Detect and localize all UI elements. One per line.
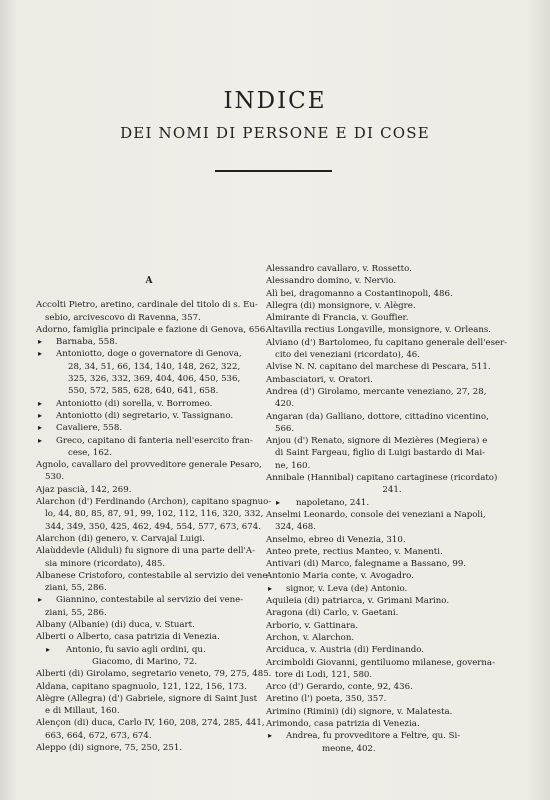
index-line-text: 663, 664, 672, 673, 674.: [45, 730, 152, 741]
ditto-arrow-icon: ▸: [276, 497, 281, 507]
index-line: [36, 607, 262, 619]
index-line: [36, 717, 265, 729]
index-line: [266, 447, 518, 459]
index-line-text: napoletano, 241.: [296, 497, 370, 508]
index-line: [36, 336, 262, 348]
index-line-text: Arborio, v. Gattinara.: [266, 620, 359, 631]
ditto-arrow-icon: ▸: [38, 337, 43, 347]
index-line-text: Aretino (l') poeta, 350, 357.: [266, 694, 387, 705]
index-line: [266, 288, 518, 300]
index-line-text: Alarchon (di) genero, v. Carvajal Luigi.: [36, 533, 205, 544]
index-line-text: Alviano (d') Bartolomeo, fu capitano generale dell'eser-: [266, 337, 508, 348]
index-line: [36, 619, 262, 631]
index-line-text: 241.: [382, 485, 402, 496]
index-line-text: Aleppo (di) signore, 75, 250, 251.: [36, 742, 183, 753]
index-line: [36, 644, 262, 656]
index-line-text: 550, 572, 585, 628, 640, 641, 658.: [68, 386, 219, 397]
index-line-text: 566.: [275, 423, 295, 434]
index-line: [266, 337, 518, 349]
index-line: [266, 324, 518, 336]
index-line-text: ne, 160.: [275, 460, 311, 471]
index-line: [266, 312, 518, 324]
index-line: [266, 632, 518, 644]
index-line-text: Barnaba, 558.: [56, 337, 118, 348]
index-line: [36, 398, 262, 410]
index-line: [36, 312, 262, 324]
index-line-text: cito dei veneziani (ricordato), 46.: [275, 350, 421, 361]
index-line-text: signor, v. Leva (de) Antonio.: [286, 583, 408, 594]
index-line-text: Antonio, fu savio agli ordini, qu.: [66, 644, 206, 655]
index-column-left: [36, 263, 272, 754]
index-line-text: 325, 326, 332, 369, 404, 406, 450, 536,: [68, 374, 241, 385]
index-line: [266, 730, 518, 742]
ditto-arrow-icon: ▸: [38, 423, 43, 433]
index-line-text: Allegra (di) monsignore, v. Alègre.: [266, 300, 416, 311]
index-line-text: Arimino (Rimini) (di) signore, v. Malatesta.: [266, 706, 453, 717]
index-line: [36, 299, 262, 311]
index-line: [36, 422, 262, 434]
index-line: [36, 385, 262, 397]
index-line-text: Antoniotto (di) sorella, v. Borromeo.: [56, 398, 213, 409]
index-line: [36, 521, 262, 533]
index-line: [266, 644, 518, 656]
index-line: [266, 607, 518, 619]
index-line: [266, 509, 518, 521]
index-line: [266, 693, 518, 705]
index-line-text: Aquileia (di) patriarca, v. Grimani Marino.: [266, 596, 450, 607]
index-line: [266, 386, 518, 398]
index-line-text: Andrea (d') Girolamo, mercante veneziano, 27, 28,: [266, 386, 487, 397]
index-line-text: Annibale (Hannibal) capitano cartaginese (ricordato): [266, 473, 498, 484]
index-line: [36, 594, 262, 606]
index-line: [36, 558, 262, 570]
index-line-text: Alessandro cavallaro, v. Rossetto.: [266, 264, 412, 274]
index-line-text: 28, 34, 51, 66, 134, 140, 148, 262, 322,: [68, 361, 241, 372]
index-line-text: e di Millaut, 160.: [45, 706, 120, 717]
index-line: [36, 656, 262, 668]
index-line: [266, 558, 518, 570]
index-line-text: Antoniotto (di) segretario, v. Tassignano.: [56, 410, 234, 421]
index-line: [36, 447, 262, 459]
index-line-text: Alessandro domino, v. Nervio.: [266, 276, 397, 287]
index-line: [266, 349, 518, 361]
ditto-arrow-icon: ▸: [38, 398, 43, 408]
section-letter: A: [145, 276, 153, 286]
index-line: [266, 472, 518, 484]
index-line: [36, 348, 262, 360]
ditto-arrow-icon: ▸: [38, 410, 43, 420]
index-line-text: Ajaz pascià, 142, 269.: [36, 484, 132, 495]
ditto-arrow-icon: ▸: [268, 731, 273, 741]
index-line-text: Alègre (Allegra) (d') Gabriele, signore di Saint Just: [36, 693, 258, 704]
index-line: [266, 411, 518, 423]
index-line-text: Ambasciatori, v. Oratori.: [266, 374, 373, 385]
index-line-text: Altavilla rectius Longaville, monsignore, v. Orleans.: [266, 325, 492, 336]
index-line: [266, 521, 518, 533]
index-line: [266, 595, 518, 607]
index-line: [36, 508, 262, 520]
index-line-text: Arciduca, v. Austria (di) Ferdinando.: [266, 645, 424, 656]
index-line-text: Angaran (da) Galliano, dottore, cittadino vicentino,: [266, 411, 489, 422]
page-subtitle: DEI NOMI DI PERSONE E DI COSE: [120, 124, 430, 142]
index-line: [36, 459, 262, 471]
index-line-text: Anselmi Leonardo, console dei veneziani a Napoli,: [266, 509, 486, 520]
index-line: [36, 435, 262, 447]
index-line: [266, 300, 518, 312]
index-line-text: Andrea, fu provveditore a Feltre, qu. Si-: [286, 731, 461, 742]
index-line-text: Alberti o Alberto, casa patrizia di Venezia.: [36, 632, 220, 643]
index-line-text: ziani, 55, 286.: [45, 607, 107, 618]
index-line-text: Albany (Albanie) (di) duca, v. Stuart.: [36, 620, 195, 631]
index-line-text: Alberti (di) Girolamo, segretario veneto, 79, 275, 485.: [36, 669, 272, 680]
index-line-text: Accolti Pietro, aretino, cardinale del titolo di s. Eu-: [36, 300, 258, 311]
index-line-text: Arcimboldi Giovanni, gentiluomo milanese, governa-: [266, 657, 495, 668]
index-line-text: Anteo prete, rectius Manteo, v. Manenti.: [266, 546, 443, 557]
index-line: [36, 582, 262, 594]
index-line: [36, 631, 262, 643]
index-line-text: sia minore (ricordato), 485.: [45, 558, 166, 569]
index-line: [36, 496, 272, 508]
index-line: [266, 398, 518, 410]
index-line: [36, 681, 262, 693]
index-line: [36, 361, 262, 373]
index-line-text: Alaùddevle (Aliduli) fu signore di una parte dell'A-: [36, 546, 256, 557]
index-line-text: Agnolo, cavallaro del provveditore generale Pesaro,: [36, 460, 262, 471]
index-line-text: Anselmo, ebreo di Venezia, 310.: [266, 534, 406, 545]
index-line-text: Almirante di Francia, v. Gouffier.: [266, 313, 409, 324]
index-line: [266, 423, 518, 435]
index-line: [36, 410, 262, 422]
index-line-text: Giannino, contestabile al servizio dei vene-: [56, 595, 244, 606]
index-entries-right: [266, 263, 518, 755]
index-line: [36, 705, 262, 717]
index-line: [266, 669, 518, 681]
index-line-text: di Saint Fargeau, figlio di Luigi bastardo di Mai-: [275, 448, 486, 459]
index-line-text: Aldana, capitano spagnuolo, 121, 122, 156, 173.: [36, 681, 247, 692]
index-line-text: Adorno, famiglia principale e fazione di Genova, 656.: [36, 324, 269, 335]
index-line-text: 530.: [45, 472, 65, 483]
index-line-text: 344, 349, 350, 425, 462, 494, 554, 577, 673, 674.: [45, 521, 261, 532]
index-line-text: Albanese Cristoforo, contestabile al servizio dei vene-: [36, 570, 271, 581]
index-line: [36, 471, 262, 483]
index-line-text: Alì bei, dragomanno a Costantinopoli, 486.: [266, 288, 453, 299]
index-line-text: 324, 468.: [275, 522, 317, 533]
index-line: [266, 484, 518, 496]
index-line: [36, 545, 262, 557]
index-line-text: lo, 44, 80, 85, 87, 91, 99, 102, 112, 116, 320, 332,: [45, 509, 264, 520]
index-line-text: Antivari (di) Marco, falegname a Bassano, 99.: [266, 559, 467, 570]
index-line-text: Alençon (di) duca, Carlo IV, 160, 208, 274, 285, 441,: [36, 718, 265, 729]
index-line: [36, 533, 262, 545]
index-line-text: Greco, capitano di fanteria nell'esercito fran-: [56, 435, 253, 446]
index-line: [266, 497, 518, 509]
index-line: [266, 718, 518, 730]
index-line: [36, 324, 269, 336]
index-line-text: Antonio Maria conte, v. Avogadro.: [266, 571, 414, 582]
index-line: [36, 730, 262, 742]
index-entries-left: [36, 299, 272, 754]
index-line-text: ziani, 55, 286.: [45, 583, 107, 594]
index-line: [266, 620, 518, 632]
index-line-text: cese, 162.: [68, 447, 112, 458]
ditto-arrow-icon: ▸: [46, 644, 51, 654]
index-line-text: Archon, v. Alarchon.: [266, 632, 355, 643]
index-line-text: Arco (d') Gerardo, conte, 92, 436.: [266, 682, 413, 693]
ditto-arrow-icon: ▸: [38, 435, 43, 445]
page-title: INDICE: [223, 88, 327, 114]
index-line: [266, 460, 518, 472]
index-line-text: meone, 402.: [322, 743, 376, 754]
index-line-text: Alvise N. N. capitano del marchese di Pescara, 511.: [266, 362, 491, 373]
index-line: [36, 693, 262, 705]
index-line-text: sebio, arcivescovo di Ravenna, 357.: [45, 312, 201, 323]
index-line: [266, 435, 518, 447]
index-line: [266, 546, 518, 558]
index-line: [266, 743, 518, 755]
title-rule: [215, 170, 332, 172]
index-line: [266, 570, 518, 582]
index-line: [266, 534, 518, 546]
index-line: [36, 484, 262, 496]
index-line: [266, 275, 518, 287]
index-line-text: Giacomo, di Marino, 72.: [92, 656, 198, 667]
index-line: [36, 570, 271, 582]
ditto-arrow-icon: ▸: [268, 583, 273, 593]
index-line: [36, 742, 262, 754]
index-line: [266, 263, 518, 275]
index-line: [36, 373, 262, 385]
index-line-text: Arimondo, casa patrizia di Venezia.: [266, 718, 420, 729]
ditto-arrow-icon: ▸: [38, 349, 43, 359]
index-line-text: Anjou (d') Renato, signore di Mezières (Megiera) e: [266, 436, 488, 447]
index-line-text: Alarchon (d') Ferdinando (Archon), capitano spagnuo-: [36, 497, 272, 508]
index-line-text: tore di Lodi, 121, 580.: [275, 669, 373, 680]
index-line-text: Antoniotto, doge o governatore di Genova,: [56, 349, 242, 360]
index-line-text: Cavaliere, 558.: [56, 423, 123, 434]
index-line: [266, 706, 518, 718]
index-line-text: 420.: [275, 399, 295, 410]
ditto-arrow-icon: ▸: [38, 595, 43, 605]
index-column-right: [266, 263, 518, 755]
index-line-text: Aragona (di) Carlo, v. Gaetani.: [266, 608, 399, 619]
index-line: [266, 681, 518, 693]
index-line: [266, 361, 518, 373]
index-line: [266, 374, 518, 386]
index-line: [36, 668, 272, 680]
index-line: [266, 657, 518, 669]
index-line: [266, 583, 518, 595]
